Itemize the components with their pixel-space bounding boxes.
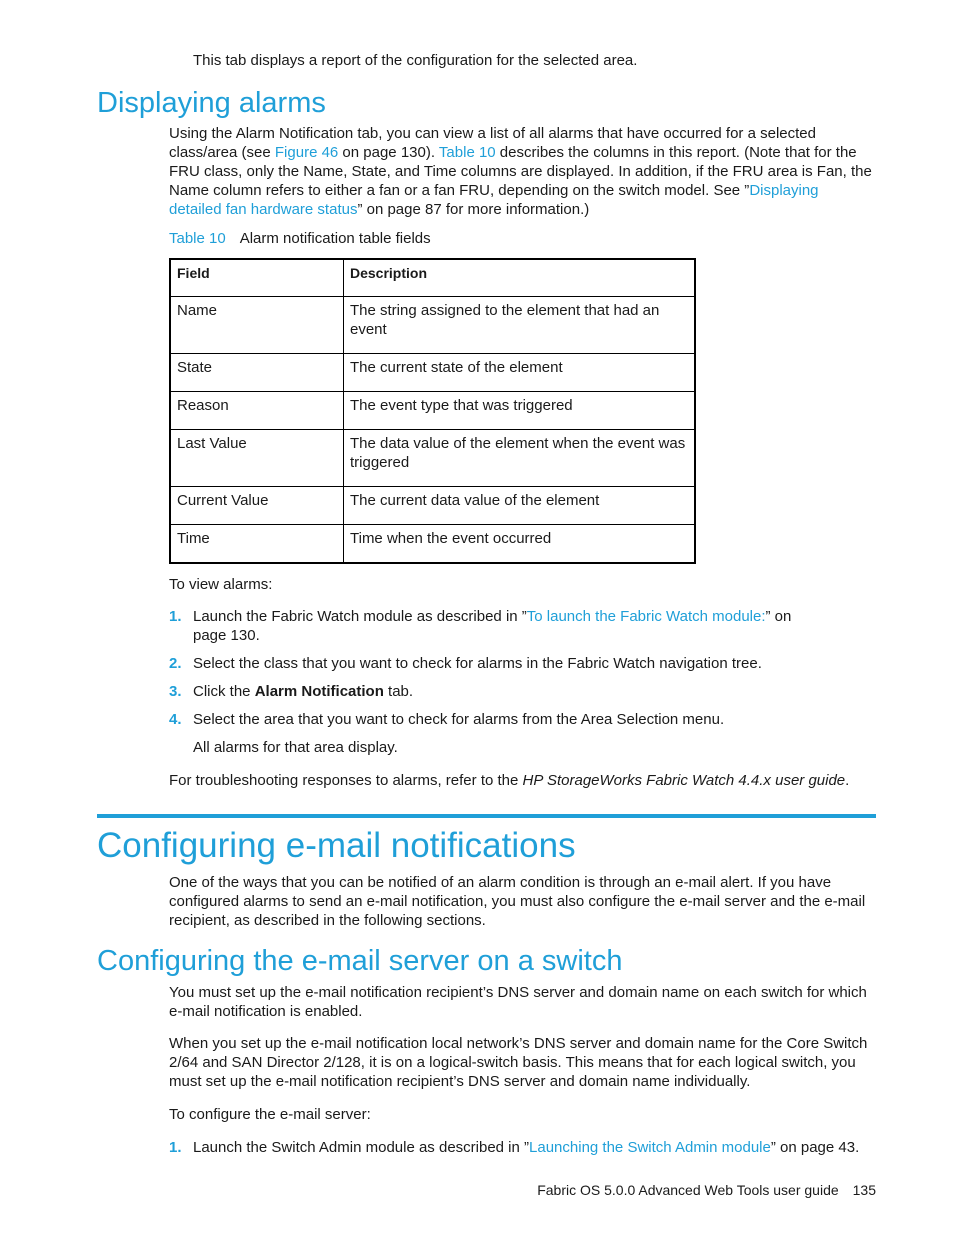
step-4 (169, 710, 875, 730)
fan-hardware-status-link[interactable]: Displaying detailed fan hardware status (169, 182, 819, 218)
step-1 (169, 607, 875, 647)
heading-displaying-alarms: Displaying alarms (97, 87, 326, 119)
chapter-divider (97, 814, 876, 818)
table-cell-field: Name (170, 297, 344, 354)
troubleshoot-post: . (845, 772, 850, 789)
step-4-result: All alarms for that area display. (193, 739, 398, 756)
table-row (170, 297, 695, 354)
troubleshoot-pre: For troubleshooting responses to alarms, refer to the (169, 772, 523, 789)
step-number: 4. (169, 711, 182, 728)
step-text (193, 1138, 873, 1157)
email-server-paragraph-1: You must set up the e-mail notification recipient’s DNS server and domain name on each switch for which e-mail notification is enabled. (169, 984, 867, 1020)
alarms-paragraph (169, 124, 875, 219)
table-cell-description: The current state of the element (344, 354, 696, 392)
step-text-pre: Launch the Fabric Watch module as described in ” (193, 608, 527, 625)
step-text-pre: Launch the Switch Admin module as described in ” (193, 1139, 530, 1156)
step-number: 3. (169, 683, 182, 700)
heading-configuring-email-server: Configuring the e-mail server on a switch (97, 945, 623, 977)
troubleshooting-text (169, 771, 875, 790)
alarm-notification-bold: Alarm Notification (254, 683, 384, 700)
para-text: Using the Alarm Notification tab, you can view a list of all alarms that have occurred for a selected class/area (see (169, 125, 816, 161)
step-3 (169, 682, 875, 702)
step-text: Select the area that you want to check for alarms from the Area Selection menu. (193, 711, 725, 728)
email-server-paragraph-2: When you set up the e-mail notification local network’s DNS server and domain name for the Core Switch 2/64 and SAN Director 2/128, it is on a logical-switch basis. This means that for each logical switch, you must set up the e-mail notification recipient’s DNS server and domain name individually. (169, 1035, 868, 1090)
step-number: 1. (169, 1139, 182, 1156)
table-cell-field: State (170, 354, 344, 392)
step-number: 2. (169, 655, 182, 672)
fabric-watch-launch-link[interactable]: To launch the Fabric Watch module: (526, 608, 766, 625)
email-step-1 (169, 1138, 875, 1158)
step-text-pre: Click the (193, 683, 255, 700)
table-row (170, 354, 695, 392)
table-header-row (170, 259, 695, 297)
table-caption-text: Alarm notification table fields (239, 230, 431, 247)
table-header-field: Field (170, 259, 344, 297)
step-text (193, 682, 873, 701)
table-10-link[interactable]: Table 10 (438, 144, 496, 161)
step-text-post: ” on page 43. (770, 1139, 860, 1156)
intro-text: This tab displays a report of the configuration for the selected area. (193, 52, 638, 69)
table-cell-description: The event type that was triggered (344, 392, 696, 430)
table-cell-field: Current Value (170, 487, 344, 525)
table-header-description: Description (344, 259, 696, 297)
step-number: 1. (169, 608, 182, 625)
step-text (193, 607, 813, 645)
table-row (170, 392, 695, 430)
table-row (170, 430, 695, 487)
table-cell-field: Reason (170, 392, 344, 430)
table-caption-label: Table 10 (169, 230, 226, 247)
step-text-post: tab. (383, 683, 414, 700)
fabric-watch-guide-title: HP StorageWorks Fabric Watch 4.4.x user guide (522, 772, 846, 789)
para-text: on page 130). (338, 144, 439, 161)
table-caption (169, 229, 431, 248)
table-cell-description: The string assigned to the element that had an event (344, 297, 696, 354)
footer-title: Fabric OS 5.0.0 Advanced Web Tools user guide (537, 1182, 839, 1198)
step-text-post: ” on page 130. (193, 608, 792, 644)
step-2 (169, 654, 875, 674)
table-cell-description: Time when the event occurred (344, 525, 696, 564)
figure-46-link[interactable]: Figure 46 (274, 144, 339, 161)
para-text: describes the columns in this report. (Note that for the FRU class, only the Name, State, and Time columns are displayed. In addition, if the FRU area is Fan, the Name column refers to either a fan or a fan FRU, depending on the switch model. See ” (169, 144, 872, 199)
table-row (170, 525, 695, 564)
email-notifications-paragraph: One of the ways that you can be notified of an alarm condition is through an e-mail alert. If you have configured alarms to send an e-mail notification, you must also configure the e-mail server and the e-mail recipient, as described in the following sections. (169, 874, 866, 929)
table-cell-field: Time (170, 525, 344, 564)
to-view-alarms-text: To view alarms: (169, 576, 273, 593)
switch-admin-launch-link[interactable]: Launching the Switch Admin module (529, 1139, 771, 1156)
alarm-notification-table (169, 258, 696, 564)
page-number: 135 (852, 1182, 876, 1198)
table-cell-description: The data value of the element when the event was triggered (344, 430, 696, 487)
heading-configuring-email-notifications: Configuring e-mail notifications (97, 826, 576, 865)
to-configure-text: To configure the e-mail server: (169, 1106, 371, 1123)
step-text: Select the class that you want to check for alarms in the Fabric Watch navigation tree. (193, 655, 762, 672)
table-row (170, 487, 695, 525)
page-footer (537, 1181, 876, 1199)
table-cell-field: Last Value (170, 430, 344, 487)
para-text: ” on page 87 for more information.) (357, 201, 590, 218)
table-cell-description: The current data value of the element (344, 487, 696, 525)
